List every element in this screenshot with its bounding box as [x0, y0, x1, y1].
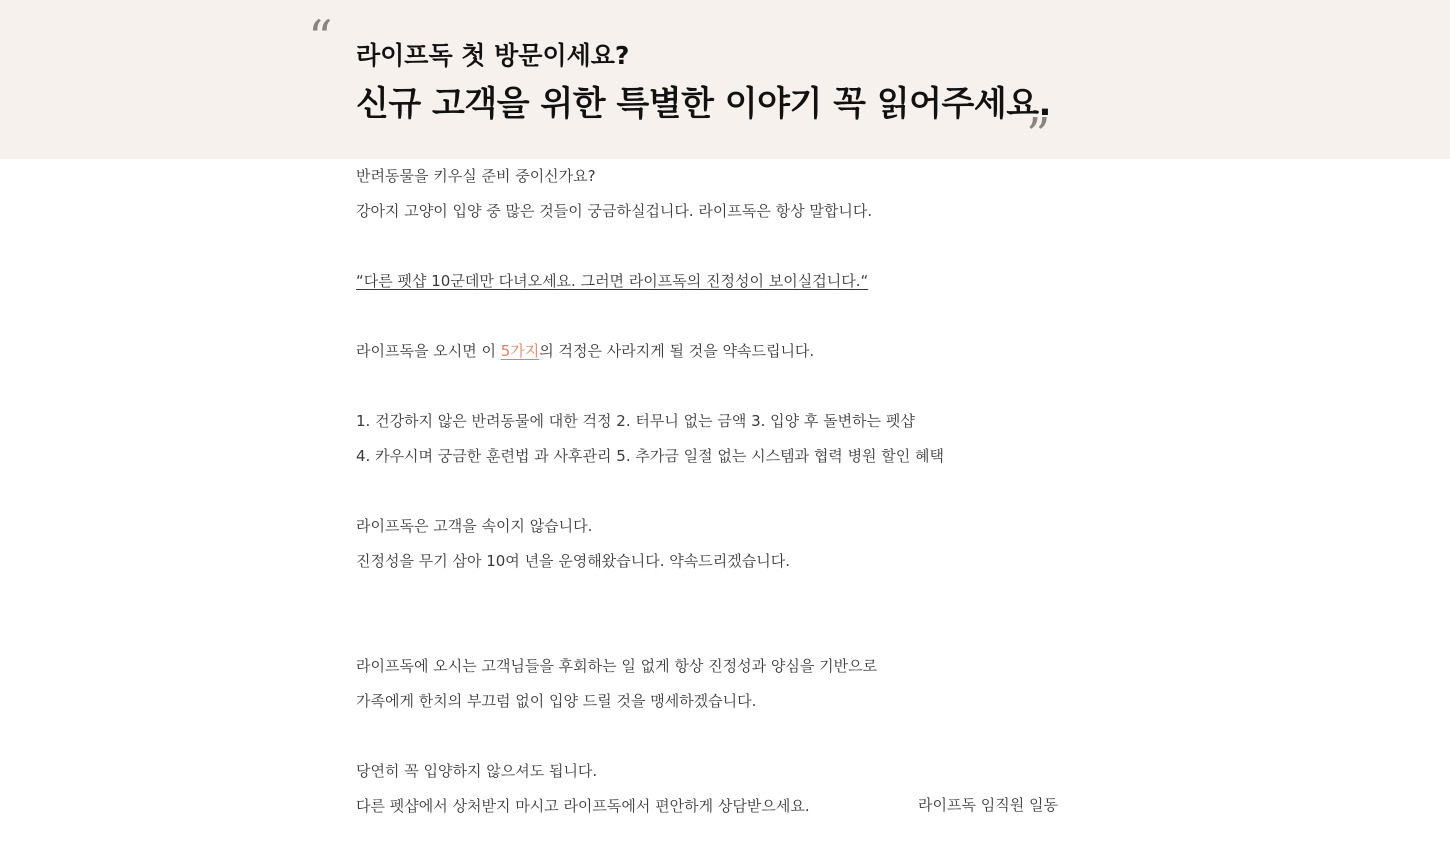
- honesty-line: 라이프독은 고객을 속이지 않습니다.: [356, 517, 593, 535]
- promise-list-2: 4. 카우시며 궁금한 훈련법 과 사후관리 5. 추가금 일절 없는 시스템과 협력 병원 할인 혜택: [356, 447, 945, 465]
- hero-subtitle: 라이프독 첫 방문이세요?: [356, 41, 630, 70]
- hero-banner: [0, 0, 1450, 164]
- consult-line: 다른 펫샵에서 상처받지 마시고 라이프독에서 편안하게 상담받으세요.: [356, 797, 810, 815]
- hero-title: 신규 고객을 위한 특별한 이야기 꼭 읽어주세요.: [356, 84, 1051, 124]
- intro-question: 반려동물을 키우실 준비 중이신가요?: [356, 167, 596, 185]
- commitment-line-2: 가족에게 한치의 부끄럼 없이 입양 드릴 것을 맹세하겠습니다.: [356, 692, 757, 710]
- highlight-quote: “다른 펫샵 10군데만 다녀오세요. 그러면 라이프독의 진정성이 보이실겁니다.“: [356, 272, 869, 290]
- signature: 라이프독 임직원 일동: [918, 796, 1058, 814]
- experience-line: 진정성을 무기 삼아 10여 년을 운영해왔습니다. 약속드리겠습니다.: [356, 552, 790, 570]
- promise-text-post: 의 걱정은 사라지게 될 것을 약속드립니다.: [539, 342, 815, 360]
- promise-line: [356, 341, 814, 361]
- commitment-line-1: 라이프독에 오시는 고객님들을 후회하는 일 없게 항상 진정성과 양심을 기반으로: [356, 657, 878, 675]
- open-quote-icon: “: [308, 10, 333, 66]
- promise-text-pre: 라이프독을 오시면 이: [356, 342, 501, 360]
- five-things-highlight: 5가지: [500, 342, 540, 360]
- intro-statement: 강아지 고양이 입양 중 많은 것들이 궁금하실겁니다. 라이프독은 항상 말합니다.: [356, 202, 873, 220]
- no-obligation-line: 당연히 꼭 입양하지 않으셔도 됩니다.: [356, 762, 598, 780]
- close-quote-icon: ”: [1026, 108, 1051, 164]
- promise-list-1: 1. 건강하지 않은 반려동물에 대한 걱정 2. 터무니 없는 금액 3. 입양 후 돌변하는 펫샵: [356, 412, 915, 430]
